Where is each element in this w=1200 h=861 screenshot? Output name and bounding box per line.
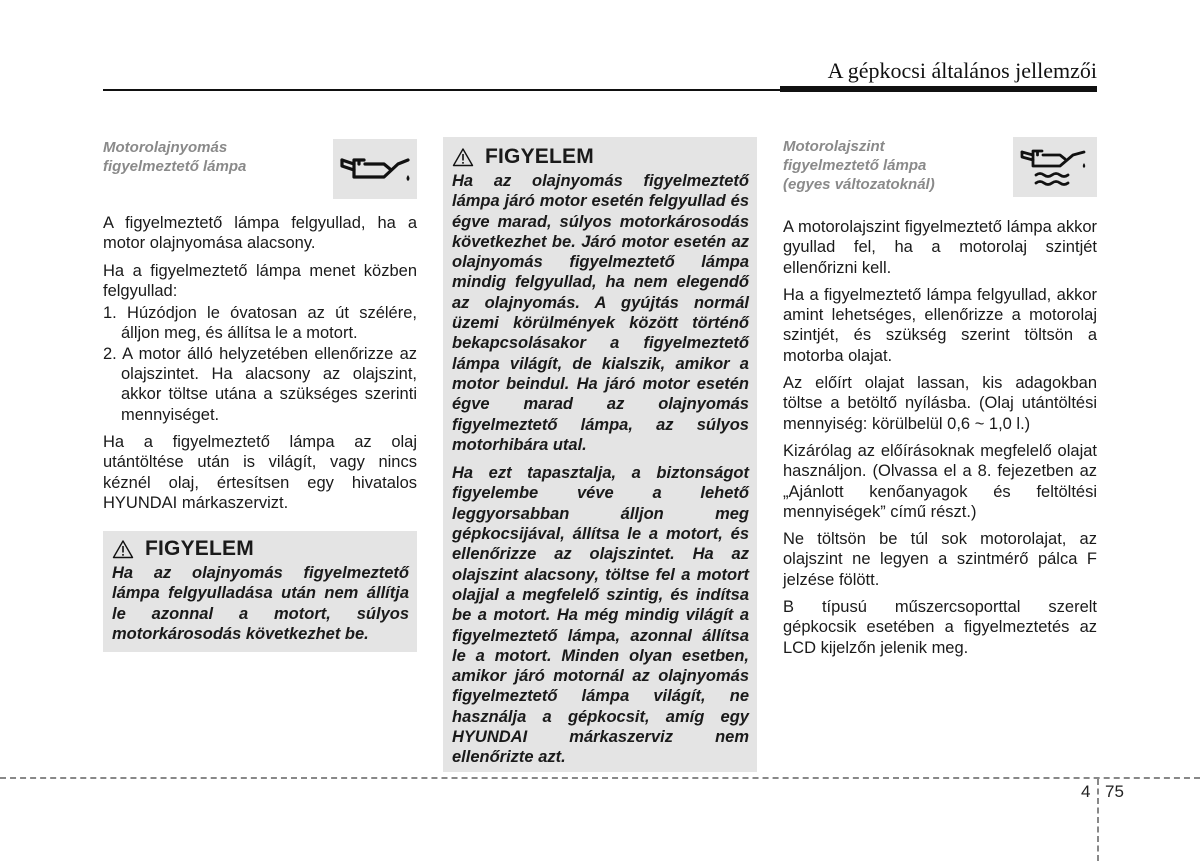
paragraph: Ne töltsön be túl sok motorolajat, az olajszint ne legyen a szintmérő pálca F jelzése fölött.: [783, 530, 1097, 589]
list-item: 1. Húzódjon le óvatosan az út szélére, álljon meg, és állítsa le a motort.: [103, 304, 417, 343]
page-number: 75: [1105, 782, 1124, 801]
paragraph: Ha a figyelmeztető lámpa menet közben felgyullad:: [103, 261, 417, 300]
steps-list: [103, 303, 417, 425]
list-item: 2. A motor álló helyzetében ellenőrizze az olajszintet. Ha alacsony az olajszint, akkor töltse utána a szükséges szerinti mennyiséget.: [103, 344, 417, 424]
warning-text: Ha ezt tapasztalja, a biztonságot figyelembe véve a lehető leggyorsabban álljon meg gépkocsijával, állítsa le a motort, és ellenőrizze az olajszintet. Ha az olajszint alacsony, töltse fel a motort olajjal a megfelelő szintig, és indítsa be a motort. Ha még mindig világít a figyelmeztető lámpa, azonnal állítsa le a motort. Minden olyan esetben, amikor járó motornál az olajnyomás figyelmeztető lámpa világít, ne használja a gépkocsit, amíg egy HYUNDAI márkaszerviz nem ellenőrizte azt.: [452, 464, 749, 767]
oil-can-icon: [338, 149, 412, 189]
warning-text: Ha az olajnyomás figyelmeztető lámpa járó motor esetén felgyullad és égve marad, súlyos motorkárosodás következhet be. Járó motor esetén az olajnyomás figyelmeztető lámpa mindig felgyullad, ha nem elegendő az olajnyomás. A gyújtás normál üzemi körülmények között történő bekapcsolásakor a figyelmeztető lámpa világít, de kialszik, amikor a motor beindul. Ha járó motor esetén égve marad az olajnyomás figyelmeztető lámpa, az súlyos motorhibára utal.: [452, 172, 749, 454]
oil-pressure-icon-box: [333, 139, 417, 199]
chapter-number: 4: [1081, 782, 1091, 801]
section-title-oil-level: Motorolajszint figyelmeztető lámpa (egyes változatoknál): [783, 138, 935, 193]
warning-title: FIGYELEM: [145, 537, 254, 561]
paragraph: B típusú műszercsoporttal szerelt gépkocsik esetében a figyelmeztetés az LCD kijelzőn jelenik meg.: [783, 598, 1097, 657]
warning-triangle-icon: [112, 539, 134, 559]
warning-header: [452, 145, 749, 169]
running-header-title: A gépkocsi általános jellemzői: [827, 58, 1097, 83]
warning-box: [443, 137, 757, 772]
column-right: [783, 137, 1097, 665]
column-left: [103, 137, 417, 652]
paragraph: A motorolajszint figyelmeztető lámpa akkor gyullad fel, ha a motorolaj szintjét ellenőrizni kell.: [783, 218, 1097, 277]
oil-level-icon-box: [1013, 137, 1097, 197]
warning-box: [103, 531, 417, 652]
warning-title: FIGYELEM: [485, 145, 594, 168]
paragraph: Kizárólag az előírásoknak megfelelő olajat használjon. (Olvassa el a 8. fejezetben az „Ajánlott kenőanyagok és feltöltési mennyiségek” című részt.): [783, 441, 1097, 521]
paragraph: Ha a figyelmeztető lámpa felgyullad, akkor amint lehetséges, ellenőrizze a motorolaj szintjét, és szükség szerint töltsön a motorba olajat.: [783, 285, 1097, 365]
header-rule-accent: [780, 86, 1097, 92]
paragraph: A figyelmeztető lámpa felgyullad, ha a motor olajnyomása alacsony.: [103, 214, 417, 253]
footer-dashed-divider: [1097, 779, 1099, 861]
footer-dashed-rule: [0, 777, 1200, 779]
column-middle: [443, 137, 757, 772]
warning-triangle-icon: [452, 147, 474, 167]
oil-level-icon: [1018, 144, 1092, 190]
paragraph: Az előírt olajat lassan, kis adagokban töltse a betöltő nyílásba. (Olaj utántöltési mennyiség: körülbelül 0,6 ~ 1,0 l.): [783, 374, 1097, 433]
warning-text: Ha az olajnyomás figyelmeztető lámpa felgyulladása után nem állítja le azonnal a motort, súlyos motorkárosodás következhet be.: [112, 564, 409, 644]
warning-header: [112, 537, 409, 561]
section-title-oil-pressure: Motorolajnyomás figyelmeztető lámpa: [103, 139, 247, 175]
paragraph: Ha a figyelmeztető lámpa az olaj utántöltése után is világít, vagy nincs kéznél olaj, értesítsen egy hivatalos HYUNDAI márkaszervizt.: [103, 432, 417, 512]
